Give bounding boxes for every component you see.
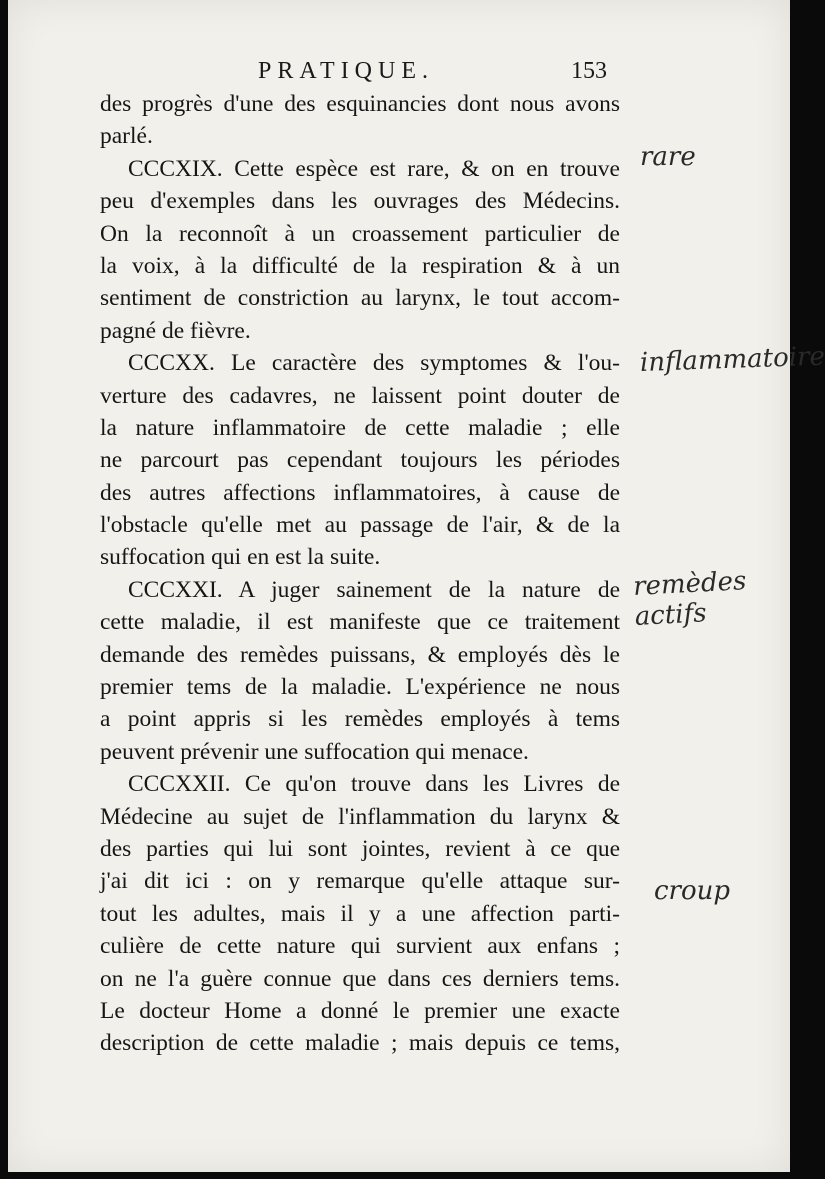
text-line: sentiment de constriction au larynx, le tout accom- [100,285,620,312]
text-line: peuvent prévenir une suffocation qui menace. [100,738,529,765]
text-line: parlé. [100,123,153,150]
body-text [100,88,620,1060]
margin-note-rare-text: rare [640,142,696,172]
text-line: cette maladie, il est manifeste que ce traitement [100,609,620,636]
text-line: a point appris si les remèdes employés à tems [100,706,620,733]
text-line: la voix, à la difficulté de la respiration & à un [100,252,620,279]
margin-note-croup [654,876,730,906]
text-line: demande des remèdes puissans, & employés dès le [100,641,620,668]
margin-note-inflammatoire-text: inflammatoire [639,341,825,378]
page-header [8,52,790,92]
text-line: description de cette maladie ; mais depuis ce tems, [100,1030,620,1057]
text-line: tout les adultes, mais il y a une affection parti- [100,900,620,927]
text-line: la nature inflammatoire de cette maladie ; elle [100,414,620,441]
text-line: suffocation qui en est la suite. [100,544,381,571]
text-line: culière de cette nature qui survient aux enfans ; [100,933,620,960]
text-line: On la reconnoît à un croassement particulier de [100,220,620,247]
book-page [8,0,825,1172]
text-line: des progrès d'une des esquinancies dont nous avons [100,91,620,117]
margin-note-rare [640,142,696,172]
text-line: premier tems de la maladie. L'expérience ne nous [100,674,620,701]
text-line: l'obstacle qu'elle met au passage de l'air, & de la [100,512,620,539]
margin-note-remedes [632,564,791,632]
text-line: peu d'exemples dans les ouvrages des Médecins. [100,188,620,215]
text-line: Le docteur Home a donné le premier une exacte [100,997,620,1024]
text-line: des autres affections inflammatoires, à cause de [100,479,620,506]
text-line: on ne l'a guère connue que dans ces derniers tems. [100,965,620,992]
text-line: ne parcourt pas cependant toujours les périodes [100,447,620,474]
text-line: CCCXXI. A juger sainement de la nature de [128,576,620,603]
text-line: verture des cadavres, ne laissent point douter de [100,382,620,409]
page-number: 153 [571,58,607,84]
margin-note-inflammatoire [639,342,825,378]
text-line: CCCXX. Le caractère des symptomes & l'ou- [128,350,620,377]
text-line: Médecine au sujet de l'inflammation du larynx & [100,803,620,830]
margin-note-croup-text: croup [654,876,731,906]
text-line: pagné de fièvre. [100,317,251,344]
text-line: j'ai dit ici : on y remarque qu'elle attaque sur- [100,868,620,895]
text-line: des parties qui lui sont jointes, revient à ce que [100,835,620,862]
text-line: CCCXXII. Ce qu'on trouve dans les Livres de [128,771,620,798]
running-head: PRATIQUE. [258,58,435,84]
text-line: CCCXIX. Cette espèce est rare, & on en trouve [128,155,620,182]
margin-note-remedes-text: remèdes actifs [632,566,748,632]
